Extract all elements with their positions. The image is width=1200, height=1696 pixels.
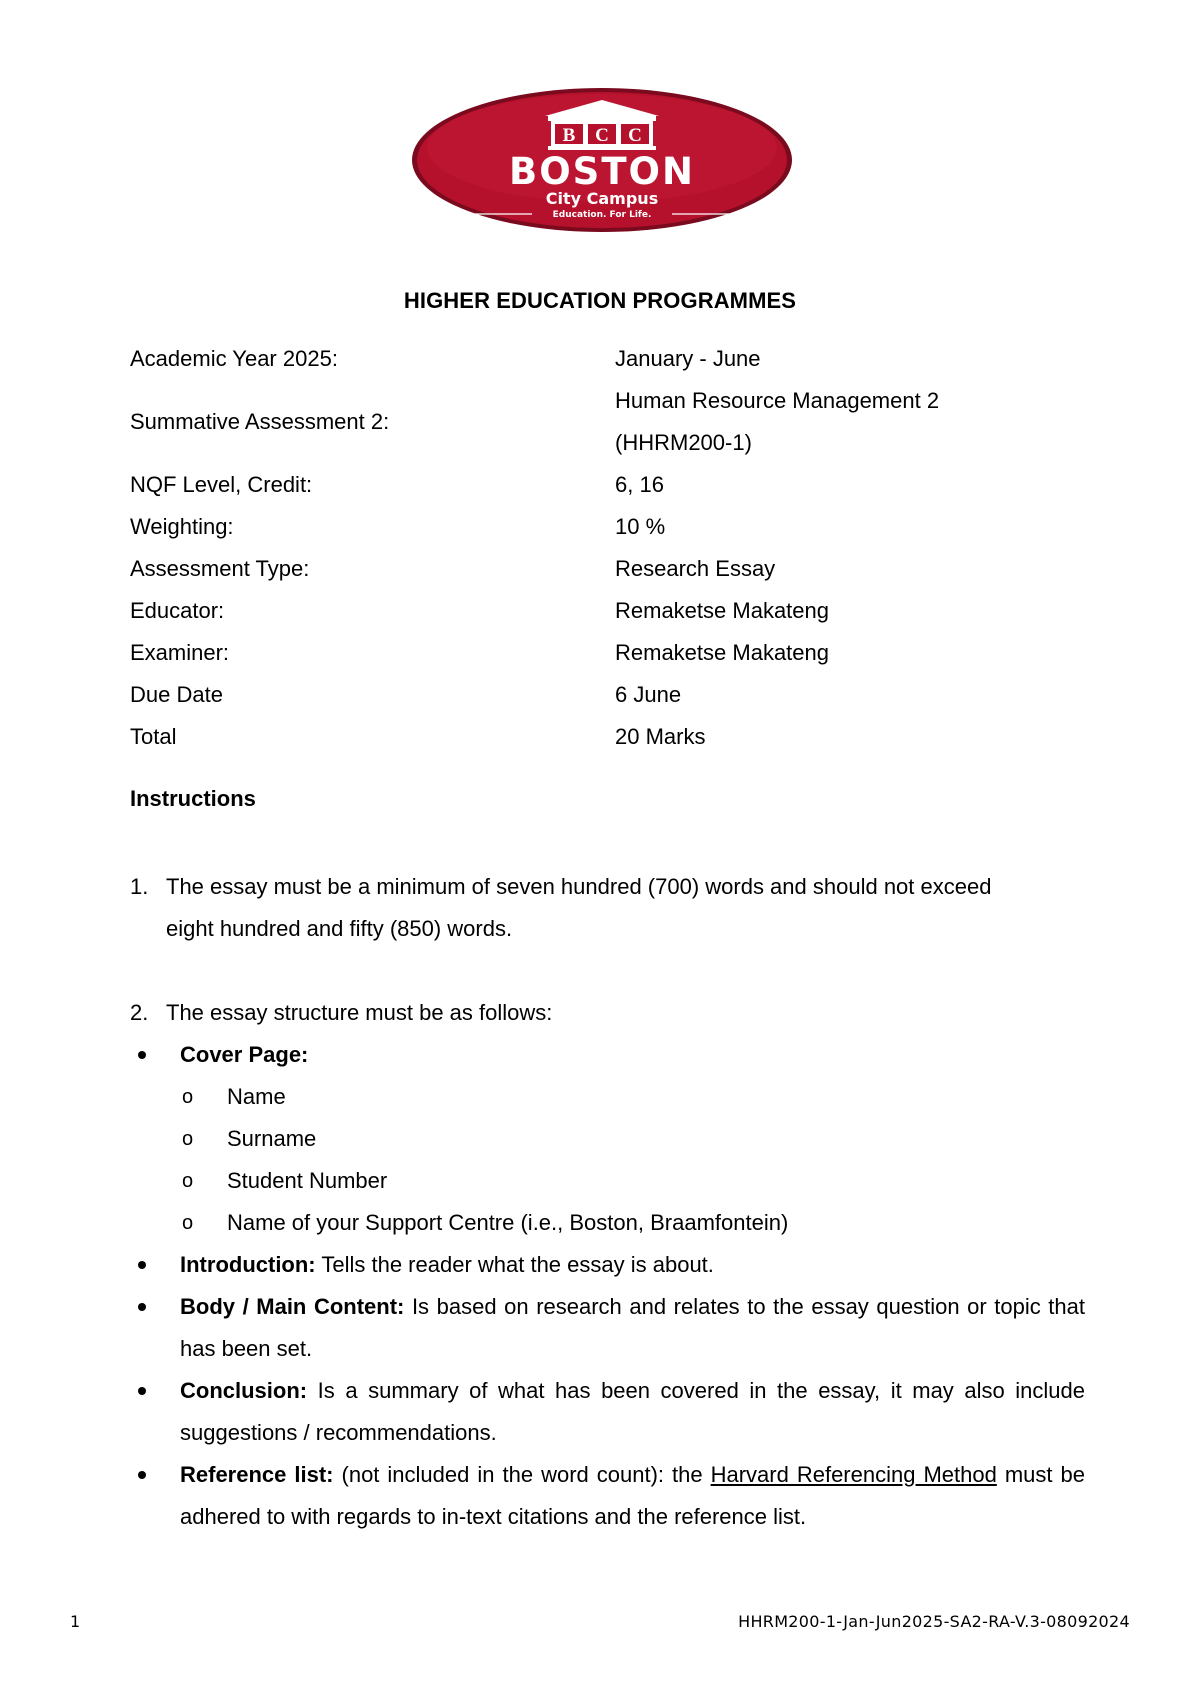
circle-bullet-icon: o — [182, 1086, 194, 1108]
programme-title: HIGHER EDUCATION PROGRAMMES — [403, 288, 797, 313]
subitem-text: Surname — [227, 1126, 317, 1151]
item-1-line2: eight hundred and fifty (850) words. — [166, 916, 513, 941]
bullet-dot-icon — [138, 1387, 146, 1395]
examiner-value: Remaketse Makateng — [615, 640, 829, 665]
due-date-value: 6 June — [615, 682, 682, 707]
assessment-type-label: Assessment Type: — [130, 556, 310, 581]
introduction-text: Tells the reader what the essay is about. — [315, 1252, 714, 1277]
item-2-number: 2. — [130, 1000, 149, 1025]
bullet-dot-icon — [138, 1261, 146, 1269]
circle-bullet-icon: o — [182, 1212, 194, 1234]
examiner-label: Examiner: — [130, 640, 230, 665]
introduction-label: Introduction: — [180, 1252, 316, 1277]
bullet-dot-icon — [138, 1303, 146, 1311]
body-label: Body / Main Content: — [180, 1294, 405, 1319]
weighting-label: Weighting: — [130, 514, 234, 539]
boston-city-campus-logo — [410, 86, 794, 234]
body-text: Is based on research and relates to the essay question or topic that has been set. — [180, 1294, 1086, 1361]
summative-value-line2: (HHRM200-1) — [615, 430, 752, 455]
due-date-label: Due Date — [130, 682, 223, 707]
nqf-label: NQF Level, Credit: — [130, 472, 313, 497]
subitem-text: Student Number — [227, 1168, 388, 1193]
svg-text:City Campus: City Campus — [545, 189, 659, 208]
academic-year-label: Academic Year 2025: — [130, 346, 338, 371]
subitem-text: Name of your Support Centre (i.e., Boston, Braamfontein) — [227, 1210, 789, 1235]
circle-bullet-icon: o — [182, 1170, 194, 1192]
page-number: 1 — [70, 1612, 81, 1631]
nqf-value: 6, 16 — [615, 472, 664, 497]
reference-text-after: must be adhered to with regards to in-text citations and the reference list. — [180, 1462, 1085, 1529]
logo-graphic — [410, 86, 794, 234]
harvard-referencing-link[interactable]: Harvard Referencing Method — [710, 1462, 997, 1487]
educator-value: Remaketse Makateng — [615, 598, 829, 623]
cover-page-label: Cover Page: — [180, 1042, 309, 1067]
svg-text:Education. For Life.: Education. For Life. — [552, 210, 652, 220]
document-code: HHRM200-1-Jan-Jun2025-SA2-RA-V.3-08092024 — [738, 1612, 1130, 1631]
instructions-heading: Instructions — [130, 786, 256, 811]
summative-value-line1: Human Resource Management 2 — [615, 388, 940, 413]
svg-text:B: B — [562, 125, 576, 146]
info-row-summative — [130, 380, 1090, 464]
total-label: Total — [130, 724, 177, 749]
bullet-dot-icon — [138, 1471, 146, 1479]
circle-bullet-icon: o — [182, 1128, 194, 1150]
assessment-type-value: Research Essay — [615, 556, 776, 581]
bullet-dot-icon — [138, 1051, 146, 1059]
conclusion-label: Conclusion: — [180, 1378, 308, 1403]
summative-label: Summative Assessment 2: — [130, 409, 390, 434]
item-1-line1: The essay must be a minimum of seven hundred (700) words and should not exceed — [166, 874, 992, 899]
instruction-item-1 — [130, 866, 1085, 950]
svg-text:C: C — [628, 125, 642, 146]
item-2-text: The essay structure must be as follows: — [166, 1000, 553, 1025]
educator-label: Educator: — [130, 598, 225, 623]
item-1-number: 1. — [130, 874, 149, 899]
reference-text-before: (not included in the word count): the — [333, 1462, 711, 1487]
reference-label: Reference list: — [180, 1462, 334, 1487]
svg-text:C: C — [595, 125, 609, 146]
subitem-text: Name — [227, 1084, 286, 1109]
conclusion-text: Is a summary of what has been covered in the essay, it may also include suggestions / recommendations. — [180, 1378, 1085, 1445]
weighting-value: 10 % — [615, 514, 666, 539]
total-value: 20 Marks — [615, 724, 706, 749]
academic-year-value: January - June — [615, 346, 761, 371]
svg-text:BOSTON: BOSTON — [509, 150, 695, 193]
